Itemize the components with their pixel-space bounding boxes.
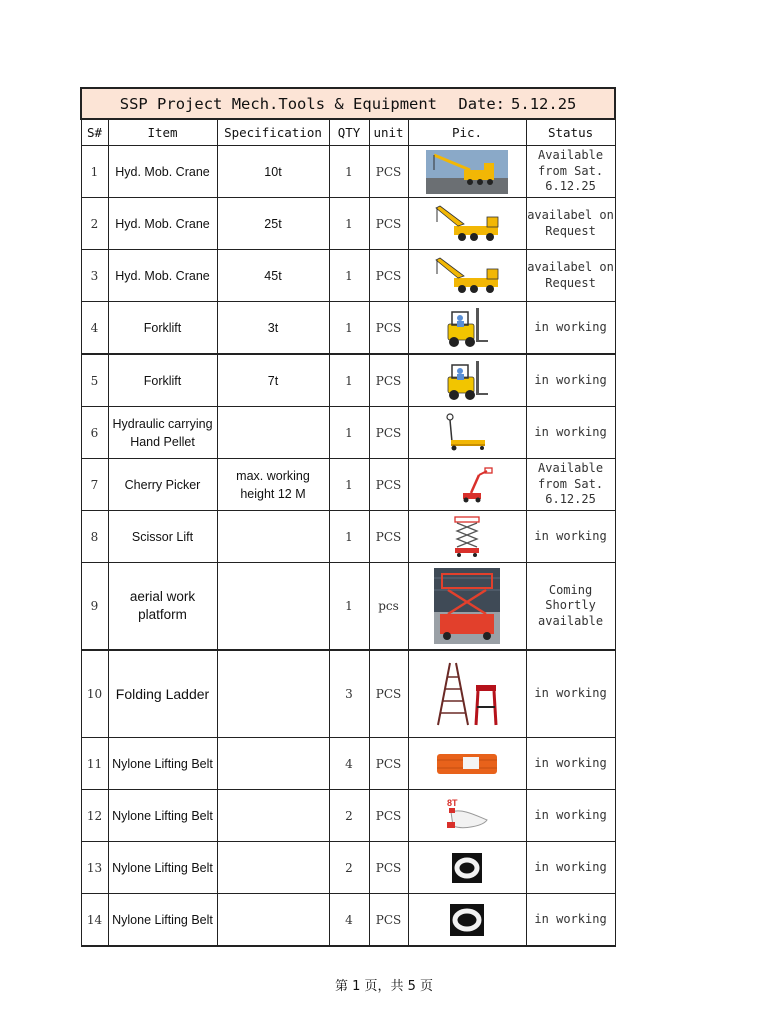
date-label: Date: xyxy=(458,94,506,113)
row-spec xyxy=(217,563,329,651)
row-status: in working xyxy=(526,511,615,563)
row-pic xyxy=(408,198,526,250)
status-line: Shortly xyxy=(545,598,596,613)
status-line: availabel on xyxy=(527,208,614,222)
row-sn: 2 xyxy=(81,198,108,250)
row-qty: 1 xyxy=(329,407,369,459)
equipment-sheet xyxy=(80,87,616,947)
forklift-icon xyxy=(444,359,490,403)
row-status: in working xyxy=(526,894,615,947)
row-unit: PCS xyxy=(369,894,408,947)
row-spec: 25t xyxy=(217,198,329,250)
row-pic xyxy=(408,650,526,738)
scissor-lift-icon xyxy=(450,515,484,559)
row-qty: 1 xyxy=(329,511,369,563)
row-pic xyxy=(408,354,526,407)
spec-line: height 12 M xyxy=(240,486,306,501)
row-qty: 1 xyxy=(329,563,369,651)
title-text: SSP Project Mech.Tools & Equipment xyxy=(119,94,438,113)
aerial-platform-photo-icon xyxy=(434,568,500,644)
item-line: Hydraulic carrying xyxy=(112,416,213,431)
row-qty: 1 xyxy=(329,354,369,407)
col-header-item: Item xyxy=(108,119,217,146)
row-spec xyxy=(217,407,329,459)
table-row xyxy=(81,842,615,894)
row-item: Hyd. Mob. Crane xyxy=(108,250,217,302)
row-unit: PCS xyxy=(369,459,408,511)
status-line: Available xyxy=(538,461,604,476)
row-item xyxy=(108,563,217,651)
row-unit: PCS xyxy=(369,842,408,894)
row-spec: 10t xyxy=(217,146,329,198)
row-spec xyxy=(217,738,329,790)
row-item: Nylone Lifting Belt xyxy=(108,790,217,842)
status-line: from Sat. xyxy=(538,163,604,178)
page-footer: 第 1 页，共 5 页 xyxy=(334,979,434,994)
table-row xyxy=(81,407,615,459)
row-status xyxy=(526,563,615,651)
row-qty: 1 xyxy=(329,146,369,198)
table-row xyxy=(81,198,615,250)
item-line: aerial work xyxy=(129,589,196,604)
row-pic xyxy=(408,738,526,790)
row-spec: 3t xyxy=(217,302,329,355)
row-qty: 1 xyxy=(329,250,369,302)
row-item: Nylone Lifting Belt xyxy=(108,738,217,790)
row-pic xyxy=(408,894,526,947)
row-item: Nylone Lifting Belt xyxy=(108,894,217,947)
row-status xyxy=(526,459,615,511)
row-spec xyxy=(217,511,329,563)
row-qty: 4 xyxy=(329,894,369,947)
table-row xyxy=(81,650,615,738)
row-unit: PCS xyxy=(369,650,408,738)
row-status xyxy=(526,146,615,198)
table-row xyxy=(81,146,615,198)
forklift-icon xyxy=(444,306,490,350)
row-qty: 2 xyxy=(329,842,369,894)
row-item: Hyd. Mob. Crane xyxy=(108,146,217,198)
row-unit: PCS xyxy=(369,738,408,790)
item-line: platform xyxy=(138,607,187,622)
header-row xyxy=(81,119,615,146)
round-sling-icon xyxy=(452,853,482,883)
mobile-crane-photo-icon xyxy=(426,150,508,194)
orange-lifting-belt-icon xyxy=(435,748,499,780)
row-sn: 3 xyxy=(81,250,108,302)
table-row xyxy=(81,459,615,511)
row-qty: 3 xyxy=(329,650,369,738)
table-row xyxy=(81,354,615,407)
row-sn: 9 xyxy=(81,563,108,651)
row-item: Hyd. Mob. Crane xyxy=(108,198,217,250)
row-status xyxy=(526,198,615,250)
sling-label: 8T xyxy=(447,797,458,808)
row-unit: PCS xyxy=(369,511,408,563)
row-unit: PCS xyxy=(369,354,408,407)
status-line: available xyxy=(538,613,604,628)
row-status: in working xyxy=(526,790,615,842)
row-pic xyxy=(408,250,526,302)
sheet-title xyxy=(81,88,615,119)
row-unit: PCS xyxy=(369,407,408,459)
row-sn: 4 xyxy=(81,302,108,355)
table-row xyxy=(81,563,615,651)
status-line: Request xyxy=(545,223,596,238)
row-spec xyxy=(217,459,329,511)
row-sn: 1 xyxy=(81,146,108,198)
spec-line: max. working xyxy=(236,468,310,483)
row-status: in working xyxy=(526,738,615,790)
row-pic xyxy=(408,146,526,198)
row-status: in working xyxy=(526,302,615,355)
title-row xyxy=(81,88,615,119)
row-qty: 1 xyxy=(329,302,369,355)
row-status: in working xyxy=(526,650,615,738)
status-line: Coming xyxy=(548,582,593,597)
table-row xyxy=(81,250,615,302)
row-status xyxy=(526,250,615,302)
row-qty: 1 xyxy=(329,459,369,511)
item-line: Hand Pellet xyxy=(130,434,195,449)
row-item xyxy=(108,407,217,459)
row-item: Forklift xyxy=(108,354,217,407)
row-sn: 14 xyxy=(81,894,108,947)
status-line: from Sat. xyxy=(538,476,604,491)
col-header-status: Status xyxy=(526,119,615,146)
row-item: Scissor Lift xyxy=(108,511,217,563)
date-value: 5.12.25 xyxy=(511,94,577,113)
row-sn: 5 xyxy=(81,354,108,407)
row-pic xyxy=(408,407,526,459)
row-sn: 10 xyxy=(81,650,108,738)
row-qty: 4 xyxy=(329,738,369,790)
row-pic xyxy=(408,842,526,894)
table-row xyxy=(81,511,615,563)
col-header-pic: Pic. xyxy=(408,119,526,146)
mobile-crane-icon xyxy=(432,204,502,244)
mobile-crane-icon xyxy=(432,256,502,296)
status-line: 6.12.25 xyxy=(545,179,596,194)
row-spec: 7t xyxy=(217,354,329,407)
row-pic xyxy=(408,563,526,651)
status-line: Request xyxy=(545,275,596,290)
row-pic xyxy=(408,302,526,355)
row-sn: 6 xyxy=(81,407,108,459)
row-item: Nylone Lifting Belt xyxy=(108,842,217,894)
row-status: in working xyxy=(526,407,615,459)
status-line: 6.12.25 xyxy=(545,492,596,507)
row-qty: 2 xyxy=(329,790,369,842)
row-item: Folding Ladder xyxy=(108,650,217,738)
pallet-jack-icon xyxy=(444,412,490,454)
table-row xyxy=(81,790,615,842)
row-unit: PCS xyxy=(369,250,408,302)
row-unit: PCS xyxy=(369,198,408,250)
row-unit: pcs xyxy=(369,563,408,651)
row-unit: PCS xyxy=(369,146,408,198)
row-item: Forklift xyxy=(108,302,217,355)
col-header-qty: QTY xyxy=(329,119,369,146)
table-row xyxy=(81,738,615,790)
row-spec xyxy=(217,894,329,947)
row-pic xyxy=(408,790,526,842)
table-row xyxy=(81,302,615,355)
col-header-specification: Specification xyxy=(217,119,329,146)
row-sn: 13 xyxy=(81,842,108,894)
col-header-sn: S# xyxy=(81,119,108,146)
row-item: Cherry Picker xyxy=(108,459,217,511)
row-status: in working xyxy=(526,354,615,407)
cherry-picker-icon xyxy=(437,465,497,505)
row-pic xyxy=(408,459,526,511)
row-sn: 8 xyxy=(81,511,108,563)
row-unit: PCS xyxy=(369,302,408,355)
row-spec xyxy=(217,650,329,738)
row-unit: PCS xyxy=(369,790,408,842)
row-sn: 7 xyxy=(81,459,108,511)
row-sn: 11 xyxy=(81,738,108,790)
row-qty: 1 xyxy=(329,198,369,250)
equipment-table xyxy=(80,87,616,947)
folding-ladder-icon xyxy=(432,659,502,729)
row-status: in working xyxy=(526,842,615,894)
row-spec xyxy=(217,842,329,894)
row-sn: 12 xyxy=(81,790,108,842)
row-spec: 45t xyxy=(217,250,329,302)
table-row xyxy=(81,894,615,947)
row-spec xyxy=(217,790,329,842)
status-line: availabel on xyxy=(527,260,614,274)
white-sling-8t-icon xyxy=(443,796,491,836)
round-sling-icon xyxy=(450,904,484,936)
status-line: Available xyxy=(538,148,604,163)
row-pic xyxy=(408,511,526,563)
col-header-unit: unit xyxy=(369,119,408,146)
